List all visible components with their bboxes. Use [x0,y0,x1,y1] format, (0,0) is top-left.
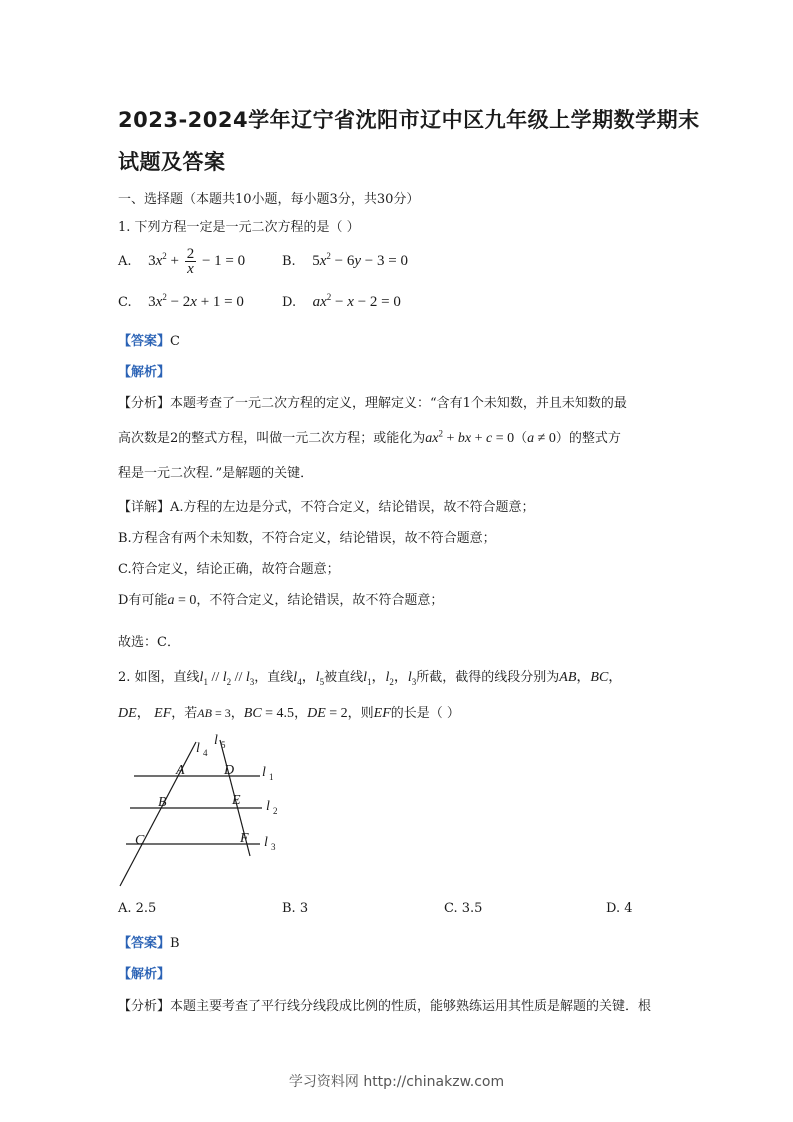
label-l4-sub: 4 [203,748,208,758]
label-E: E [232,793,241,808]
q1-fenxi-line3: 程是一元二次程．”是解题的关键． [118,466,314,481]
label-l2: l [266,799,270,814]
q1-detail-c: C.符合定义，结论正确，故符合题意； [118,562,340,577]
q2-analysis-tag: 【解析】 [118,967,171,982]
label-F: F [240,831,249,846]
q2-option-a: A. 2.5 [118,901,157,916]
q2-option-c: C. 3.5 [444,901,483,916]
label-l5-sub: 5 [221,740,226,750]
title-line2: 试题及答案 [118,150,226,174]
label-B: B [158,795,167,810]
q2-option-b: B. 3 [282,901,309,916]
q1-detail-a: 【详解】A.方程的左边是分式，不符合定义，结论错误，故不符合题意； [118,500,535,515]
label-l2-sub: 2 [273,806,278,816]
q1-fenxi-line1: 【分析】本题考查了一元二次方程的定义，理解定义：“含有1个未知数，并且未知数的最 [118,396,627,411]
label-l5: l [214,733,218,748]
q1-fenxi-line2: 高次数是2的整式方程，叫做一元二次方程；或能化为$ax^2$ + bx + c = 0（a ≠ 0）的整式方 [118,428,621,446]
label-l1-sub: 1 [269,772,274,782]
parallel-lines-figure [110,728,290,890]
q2-fenxi: 【分析】本题主要考查了平行线分线段成比例的性质，能够熟练运用其性质是解题的关键．根 [118,999,652,1014]
section-heading: 一、选择题（本题共10小题，每小题3分，共30分） [118,192,420,207]
q1-detail-b: B.方程含有两个未知数，不符合定义，结论错误，故不符合题意； [118,531,496,546]
label-l3-sub: 3 [271,842,276,852]
q1-option-d: D. $ax^2 - x - 2 = 0$ [282,292,401,310]
q1-stem: 1. 下列方程一定是一元二次方程的是（ ） [118,220,360,235]
title-line1: 2023-2024学年辽宁省沈阳市辽中区九年级上学期数学期末 [118,108,700,132]
label-A: A [176,763,185,778]
q1-option-b: B. $5x^2 - 6y - 3 = 0$ [282,251,408,269]
q2-option-d: D. 4 [606,901,633,916]
q1-option-c: C. $3x^2 - 2x + 1 = 0$ [118,292,244,310]
label-l4: l [196,741,200,756]
q1-conclusion: 故选：C． [118,635,180,650]
label-l3: l [264,835,268,850]
q1-option-a: A. $3x^2$ + $\frac{2}{x}$ − 1 = 0 [118,246,246,277]
label-l1: l [262,765,266,780]
q1-analysis-tag: 【解析】 [118,365,171,380]
q1-detail-d: D有可能a = 0，不符合定义，结论错误，故不符合题意； [118,593,444,608]
q2-answer: 【答案】B [118,936,180,951]
q1-answer: 【答案】C [118,334,180,349]
label-D: D [224,763,235,778]
line-l4 [120,742,196,886]
label-C: C [135,833,145,848]
q2-stem-line2: DE， EF，若AB = 3，BC = 4.5，DE = 2，则EF的长是（ ） [118,706,460,721]
footer-watermark: 学习资料网 http://chinakzw.com [288,1074,505,1090]
q2-stem-line1: 2. 如图，直线$l_1 // l_2 // l_3$，直线$l_4$，$l_5$被直线$l_1$，$l_2$，$l_3$所截，截得的线段分别为AB，BC， [118,670,623,687]
